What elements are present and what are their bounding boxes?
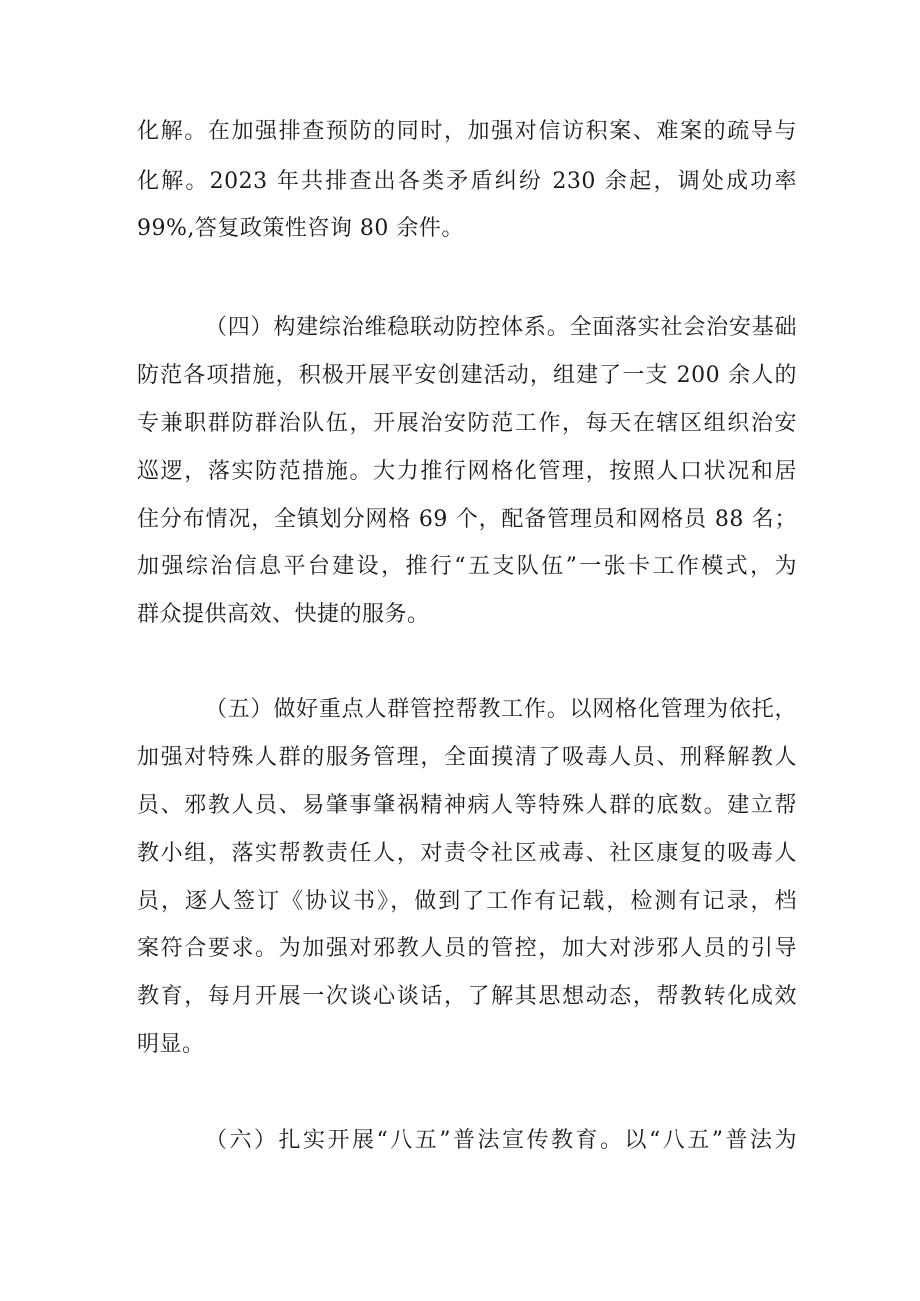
text-line: 案符合要求。为加强对邪教人员的管控，加大对涉邪人员的引导 xyxy=(137,936,797,961)
text-line: 员，逐人签订《协议书》，做到了工作有记载，检测有记录，档 xyxy=(137,889,797,914)
text-line: 住分布情况，全镇划分网格 69 个，配备管理员和网格员 88 名； xyxy=(137,507,797,532)
text-line: 巡逻，落实防范措施。大力推行网格化管理，按照人口状况和居 xyxy=(137,459,797,484)
text-line: 99%,答复政策性咨询 80 余件。 xyxy=(137,216,464,241)
text-line: （四）构建综治维稳联动防控体系。全面落实社会治安基础 xyxy=(205,315,797,340)
text-line: 教育，每月开展一次谈心谈话，了解其思想动态，帮教转化成效 xyxy=(137,984,797,1009)
text-line: 加强对特殊人群的服务管理，全面摸清了吸毒人员、刑释解教人 xyxy=(137,745,797,770)
text-line: 群众提供高效、快捷的服务。 xyxy=(137,602,430,627)
text-line: 明显。 xyxy=(137,1032,205,1057)
text-line: 化解。在加强排查预防的同时，加强对信访积案、难案的疏导与 xyxy=(137,119,797,144)
text-line: 教小组，落实帮教责任人，对责令社区戒毒、社区康复的吸毒人 xyxy=(137,841,797,866)
text-line: 专兼职群防群治队伍，开展治安防范工作，每天在辖区组织治安 xyxy=(137,411,797,436)
text-line: 防范各项措施，积极开展平安创建活动，组建了一支 200 余人的 xyxy=(137,363,797,388)
text-line: 加强综治信息平台建设，推行“五支队伍”一张卡工作模式，为 xyxy=(137,554,797,579)
text-line: 化解。2023 年共排查出各类矛盾纠纷 230 余起，调处成功率 xyxy=(137,169,797,194)
text-line: （六）扎实开展“八五”普法宣传教育。以“八五”普法为 xyxy=(205,1128,797,1153)
text-line: 员、邪教人员、易肇事肇祸精神病人等特殊人群的底数。建立帮 xyxy=(137,793,797,818)
text-line: （五）做好重点人群管控帮教工作。以网格化管理为依托， xyxy=(205,697,797,722)
